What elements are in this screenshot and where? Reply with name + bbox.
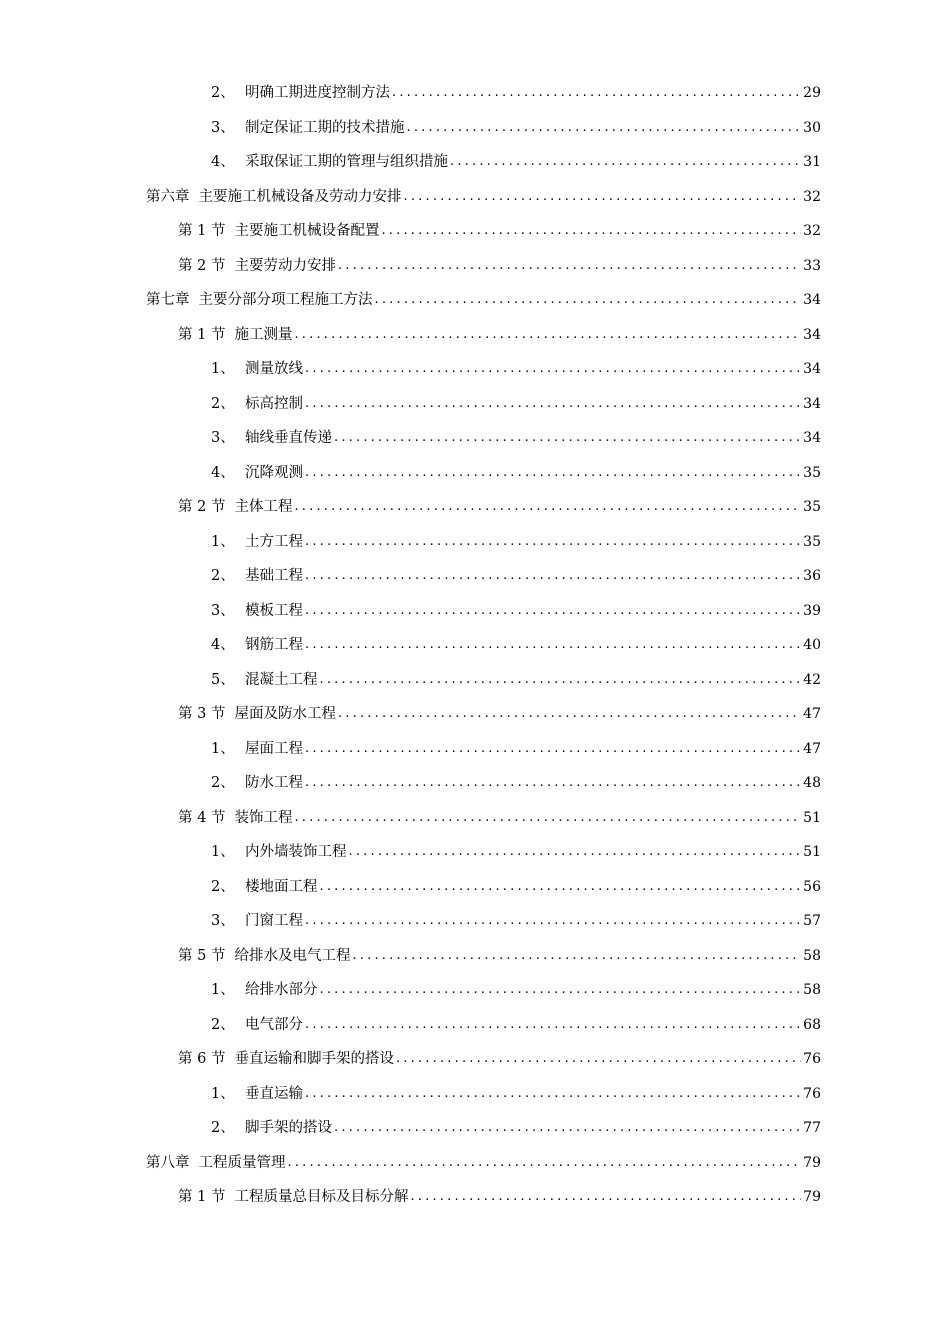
toc-entry-label bbox=[211, 1018, 303, 1033]
toc-entry-label bbox=[146, 190, 402, 205]
toc-dot-leader bbox=[305, 361, 801, 377]
toc-entry[interactable] bbox=[0, 594, 950, 629]
toc-entry-number: 第 1 节 bbox=[178, 223, 226, 239]
toc-entry-label bbox=[211, 155, 448, 170]
toc-entry-number: 2、 bbox=[211, 1120, 235, 1136]
toc-entry-label bbox=[211, 914, 303, 929]
toc-entry-title: 基础工程 bbox=[245, 568, 303, 584]
toc-page-number: 32 bbox=[803, 223, 821, 240]
toc-entry-label bbox=[211, 569, 303, 584]
toc-dot-leader bbox=[349, 844, 802, 860]
toc-entry[interactable] bbox=[0, 525, 950, 560]
toc-entry-title: 门窗工程 bbox=[245, 913, 303, 929]
toc-page-number: 79 bbox=[803, 1154, 821, 1171]
toc-dot-leader bbox=[396, 1051, 801, 1067]
toc-entry-title: 主要施工机械设备配置 bbox=[234, 223, 380, 239]
toc-entry[interactable] bbox=[0, 732, 950, 767]
toc-dot-leader bbox=[320, 672, 802, 688]
toc-entry-title: 装饰工程 bbox=[234, 809, 293, 826]
toc-entry-title: 工程质量管理 bbox=[198, 1154, 286, 1171]
toc-entry-label bbox=[211, 535, 303, 550]
toc-entry-number: 第 1 节 bbox=[178, 1189, 226, 1205]
toc-page-number: 76 bbox=[803, 1051, 821, 1068]
toc-dot-leader bbox=[352, 948, 801, 964]
toc-page-number: 35 bbox=[803, 464, 821, 481]
toc-entry[interactable] bbox=[0, 559, 950, 594]
toc-page-number: 48 bbox=[803, 775, 821, 792]
toc-page-number: 68 bbox=[803, 1016, 821, 1033]
toc-entry-number: 第 5 节 bbox=[178, 947, 226, 964]
toc-dot-leader bbox=[404, 189, 802, 205]
toc-page-number: 39 bbox=[803, 602, 821, 619]
toc-entry[interactable] bbox=[0, 835, 950, 870]
toc-entry-title: 测量放线 bbox=[245, 361, 303, 377]
toc-page-number: 58 bbox=[803, 982, 821, 999]
toc-entry[interactable] bbox=[0, 1008, 950, 1043]
toc-entry-label bbox=[211, 845, 347, 860]
toc-entry-number: 5、 bbox=[211, 671, 235, 688]
toc-entry[interactable] bbox=[0, 697, 950, 732]
toc-entry[interactable] bbox=[0, 145, 950, 180]
toc-entry[interactable] bbox=[0, 180, 950, 215]
toc-entry-title: 采取保证工期的管理与组织措施 bbox=[245, 154, 448, 170]
toc-dot-leader bbox=[450, 154, 801, 170]
toc-entry-label bbox=[178, 1052, 394, 1067]
toc-entry-title: 沉降观测 bbox=[245, 464, 303, 481]
toc-entry[interactable] bbox=[0, 1146, 950, 1181]
toc-dot-leader bbox=[338, 258, 801, 274]
toc-entry-label bbox=[211, 776, 303, 791]
toc-entry-number: 第 2 节 bbox=[178, 257, 226, 274]
toc-page-number: 29 bbox=[803, 85, 821, 102]
toc-dot-leader bbox=[320, 879, 802, 895]
table-of-contents bbox=[0, 76, 950, 1215]
toc-entry-label bbox=[178, 1190, 408, 1205]
toc-page-number: 34 bbox=[803, 292, 821, 309]
toc-entry-title: 屋面及防水工程 bbox=[234, 706, 336, 722]
toc-page-number: 51 bbox=[803, 809, 821, 826]
toc-dot-leader bbox=[375, 292, 802, 308]
toc-entry-label bbox=[211, 466, 303, 481]
toc-entry-number: 1、 bbox=[211, 361, 235, 377]
toc-entry-number: 第七章 bbox=[146, 292, 190, 308]
toc-dot-leader bbox=[410, 1189, 801, 1205]
toc-dot-leader bbox=[334, 430, 801, 446]
toc-dot-leader bbox=[334, 1120, 801, 1136]
toc-entry-number: 第六章 bbox=[146, 188, 190, 205]
toc-page-number: 42 bbox=[803, 671, 821, 688]
toc-entry-label bbox=[178, 811, 292, 826]
toc-entry-title: 制定保证工期的技术措施 bbox=[245, 119, 405, 136]
toc-entry-title: 明确工期进度控制方法 bbox=[245, 85, 390, 101]
toc-entry-label bbox=[211, 86, 390, 101]
toc-entry-label bbox=[211, 638, 303, 653]
toc-entry-label bbox=[211, 604, 303, 619]
toc-entry[interactable] bbox=[0, 318, 950, 353]
toc-entry-label bbox=[178, 259, 336, 274]
toc-entry-number: 第八章 bbox=[146, 1154, 190, 1171]
toc-entry-number: 3、 bbox=[211, 430, 235, 446]
toc-entry-title: 土方工程 bbox=[245, 533, 303, 550]
toc-entry-title: 屋面工程 bbox=[245, 740, 303, 757]
toc-dot-leader bbox=[288, 1155, 802, 1171]
toc-page-number: 76 bbox=[803, 1085, 821, 1102]
toc-entry-number: 4、 bbox=[211, 637, 235, 653]
toc-page-number: 34 bbox=[803, 361, 821, 378]
toc-entry[interactable] bbox=[0, 421, 950, 456]
toc-entry-title: 主要施工机械设备及劳动力安排 bbox=[198, 188, 402, 205]
toc-entry-number: 第 1 节 bbox=[178, 326, 226, 343]
toc-entry-number: 2、 bbox=[211, 85, 235, 101]
toc-entry[interactable] bbox=[0, 456, 950, 491]
toc-entry-label bbox=[178, 707, 336, 722]
toc-dot-leader bbox=[294, 499, 801, 515]
toc-entry-label bbox=[178, 500, 292, 515]
toc-entry-title: 施工测量 bbox=[234, 326, 293, 343]
toc-dot-leader bbox=[305, 1086, 801, 1102]
toc-page-number: 79 bbox=[803, 1189, 821, 1206]
toc-entry-number: 2、 bbox=[211, 568, 235, 584]
toc-entry[interactable] bbox=[0, 1077, 950, 1112]
toc-entry-number: 第 6 节 bbox=[178, 1051, 226, 1067]
toc-dot-leader bbox=[305, 568, 801, 584]
toc-entry-label bbox=[211, 742, 303, 757]
toc-page-number: 56 bbox=[803, 878, 821, 895]
toc-entry-number: 2、 bbox=[211, 1016, 235, 1033]
toc-entry-label bbox=[211, 431, 332, 446]
toc-page-number: 34 bbox=[803, 430, 821, 447]
toc-entry[interactable] bbox=[0, 1042, 950, 1077]
toc-entry-title: 垂直运输 bbox=[245, 1085, 303, 1102]
toc-page-number: 30 bbox=[803, 119, 821, 136]
toc-page-number: 57 bbox=[803, 913, 821, 930]
toc-entry[interactable] bbox=[0, 352, 950, 387]
toc-entry-number: 1、 bbox=[211, 844, 235, 860]
toc-entry-label bbox=[211, 673, 318, 688]
toc-entry-title: 主要劳动力安排 bbox=[234, 257, 336, 274]
toc-entry-number: 4、 bbox=[211, 464, 235, 481]
toc-entry-title: 标高控制 bbox=[245, 395, 303, 412]
toc-entry-title: 给排水及电气工程 bbox=[234, 947, 351, 964]
toc-dot-leader bbox=[305, 741, 801, 757]
toc-dot-leader bbox=[305, 534, 801, 550]
toc-entry[interactable] bbox=[0, 76, 950, 111]
toc-entry-title: 钢筋工程 bbox=[245, 637, 303, 653]
toc-entry[interactable] bbox=[0, 1180, 950, 1215]
toc-entry-number: 3、 bbox=[211, 913, 235, 929]
toc-entry-title: 主要分部分项工程施工方法 bbox=[198, 292, 373, 308]
toc-entry-number: 第 4 节 bbox=[178, 809, 226, 826]
toc-page-number: 34 bbox=[803, 326, 821, 343]
toc-entry-number: 第 3 节 bbox=[178, 706, 226, 722]
toc-entry-title: 工程质量总目标及目标分解 bbox=[234, 1189, 409, 1205]
toc-entry-number: 1、 bbox=[211, 533, 235, 550]
toc-dot-leader bbox=[305, 603, 801, 619]
toc-entry-title: 轴线垂直传递 bbox=[245, 430, 332, 446]
toc-entry[interactable] bbox=[0, 387, 950, 422]
toc-page-number: 35 bbox=[803, 499, 821, 516]
toc-page-number: 36 bbox=[803, 568, 821, 585]
toc-dot-leader bbox=[305, 913, 801, 929]
toc-dot-leader bbox=[305, 775, 801, 791]
toc-entry[interactable] bbox=[0, 628, 950, 663]
toc-entry-label bbox=[211, 121, 405, 136]
toc-dot-leader bbox=[338, 706, 801, 722]
toc-entry[interactable] bbox=[0, 904, 950, 939]
toc-dot-leader bbox=[305, 396, 801, 412]
toc-entry-number: 2、 bbox=[211, 395, 235, 412]
toc-entry[interactable] bbox=[0, 766, 950, 801]
toc-entry-number: 1、 bbox=[211, 740, 235, 757]
toc-entry-number: 2、 bbox=[211, 775, 235, 791]
toc-page-number: 34 bbox=[803, 395, 821, 412]
toc-entry-number: 1、 bbox=[211, 982, 235, 998]
toc-entry[interactable] bbox=[0, 111, 950, 146]
toc-page-number: 31 bbox=[803, 154, 821, 171]
toc-dot-leader bbox=[407, 120, 802, 136]
toc-entry-label bbox=[211, 1121, 332, 1136]
toc-entry-number: 2、 bbox=[211, 878, 235, 895]
toc-page-number: 77 bbox=[803, 1120, 821, 1137]
toc-page-number: 32 bbox=[803, 188, 821, 205]
toc-entry-label bbox=[178, 949, 350, 964]
toc-entry-title: 内外墙装饰工程 bbox=[245, 844, 347, 860]
toc-page-number: 35 bbox=[803, 533, 821, 550]
toc-entry-number: 第 2 节 bbox=[178, 499, 226, 515]
toc-entry-title: 混凝土工程 bbox=[245, 671, 318, 688]
toc-entry-title: 垂直运输和脚手架的搭设 bbox=[234, 1051, 394, 1067]
toc-entry-number: 1、 bbox=[211, 1085, 235, 1102]
toc-entry[interactable] bbox=[0, 490, 950, 525]
toc-page-number: 51 bbox=[803, 844, 821, 861]
toc-entry-number: 3、 bbox=[211, 602, 235, 619]
toc-entry-title: 脚手架的搭设 bbox=[245, 1120, 332, 1136]
toc-entry[interactable] bbox=[0, 214, 950, 249]
toc-entry-title: 电气部分 bbox=[245, 1016, 303, 1033]
toc-entry[interactable] bbox=[0, 870, 950, 905]
toc-dot-leader bbox=[381, 223, 801, 239]
toc-entry-number: 4、 bbox=[211, 154, 235, 170]
toc-entry[interactable] bbox=[0, 801, 950, 836]
toc-dot-leader bbox=[320, 982, 802, 998]
toc-entry[interactable] bbox=[0, 663, 950, 698]
toc-entry[interactable] bbox=[0, 973, 950, 1008]
toc-entry-title: 模板工程 bbox=[245, 602, 303, 619]
toc-dot-leader bbox=[305, 637, 801, 653]
toc-entry[interactable] bbox=[0, 1111, 950, 1146]
toc-dot-leader bbox=[392, 85, 801, 101]
toc-entry-label bbox=[211, 880, 318, 895]
toc-entry-label bbox=[211, 362, 303, 377]
toc-page-number: 40 bbox=[803, 637, 821, 654]
toc-entry-title: 楼地面工程 bbox=[245, 878, 318, 895]
toc-page-number: 33 bbox=[803, 257, 821, 274]
toc-entry-label bbox=[146, 293, 373, 308]
toc-entry-label bbox=[211, 983, 318, 998]
toc-dot-leader bbox=[294, 810, 801, 826]
toc-dot-leader bbox=[305, 465, 801, 481]
toc-page-number: 47 bbox=[803, 706, 821, 723]
toc-entry[interactable] bbox=[0, 939, 950, 974]
toc-entry-label bbox=[178, 224, 379, 239]
toc-page-number: 58 bbox=[803, 947, 821, 964]
toc-entry-title: 给排水部分 bbox=[245, 982, 318, 998]
toc-entry-label bbox=[211, 1087, 303, 1102]
toc-page-number: 47 bbox=[803, 740, 821, 757]
toc-entry-title: 防水工程 bbox=[245, 775, 303, 791]
toc-entry[interactable] bbox=[0, 283, 950, 318]
toc-entry[interactable] bbox=[0, 249, 950, 284]
toc-dot-leader bbox=[305, 1017, 801, 1033]
toc-entry-title: 主体工程 bbox=[234, 499, 293, 515]
toc-entry-label bbox=[146, 1156, 286, 1171]
toc-dot-leader bbox=[294, 327, 801, 343]
toc-entry-number: 3、 bbox=[211, 119, 235, 136]
toc-entry-label bbox=[178, 328, 292, 343]
toc-entry-label bbox=[211, 397, 303, 412]
